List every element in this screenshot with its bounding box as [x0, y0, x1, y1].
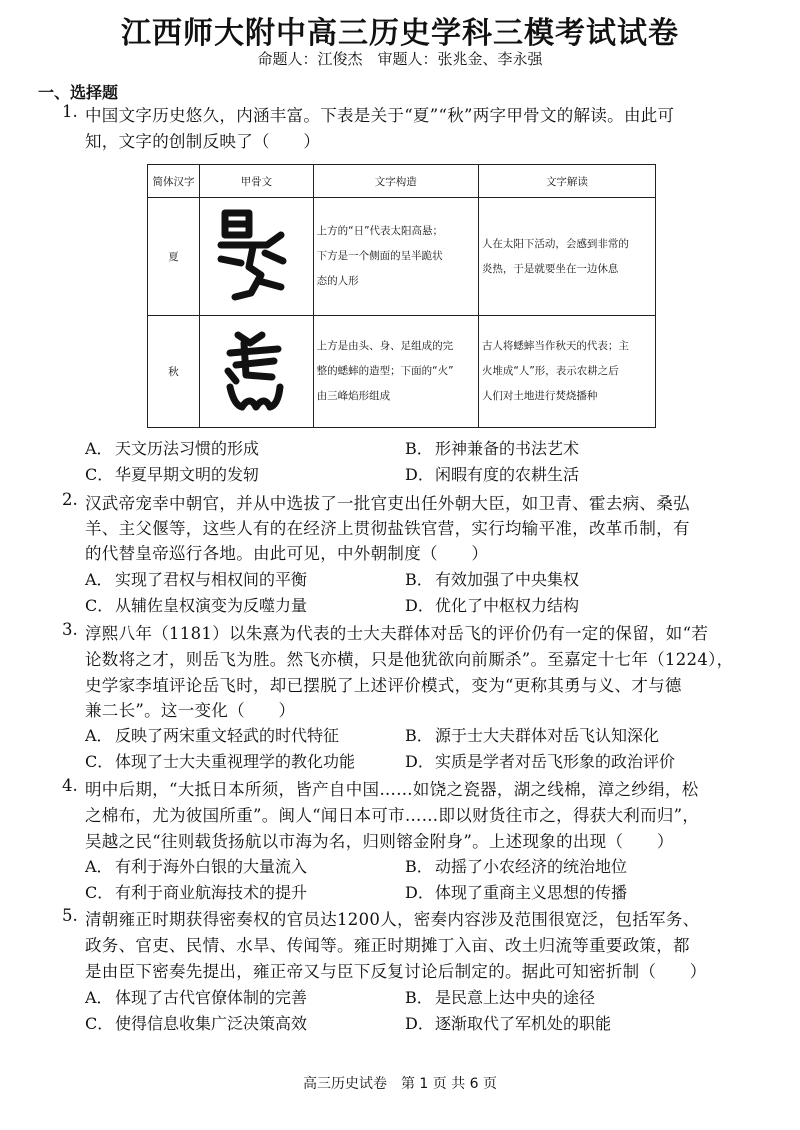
- structure-line: 上方的“日”代表太阳高悬；: [316, 225, 444, 237]
- answer-option-b[interactable]: B． 源于士大夫群体对岳飞认知深化: [405, 726, 660, 745]
- meaning-line: 人在太阳下活动，会感到非常的: [481, 237, 629, 250]
- meaning-line: 火堆成“人”形，表示农耕之后: [481, 365, 619, 377]
- answer-option-d[interactable]: D．实质是学者对岳飞形象的政治评价: [405, 752, 676, 771]
- oracle-glyph-xia-drawing: [211, 205, 301, 305]
- question-number: 3.: [62, 620, 78, 639]
- table-cell-char: 夏: [148, 198, 200, 316]
- question-text-line: 是由臣下密奏先提出，雍正帝又与臣下反复讨论后制定的。据此可知密折制（ ）: [85, 962, 707, 981]
- answer-option-d[interactable]: D．体现了重商主义思想的传播: [405, 883, 628, 902]
- answer-option-b[interactable]: B． 动摇了小农经济的统治地位: [405, 857, 628, 876]
- meaning-line: 炎热，于是就要坐在一边休息: [481, 262, 619, 275]
- table-cell-structure: [313, 316, 478, 428]
- table-header-cell: 文字解读: [478, 165, 655, 198]
- answer-option-a[interactable]: A． 体现了古代官僚体制的完善: [85, 988, 308, 1007]
- question-text-line: 明中后期，“大抵日本所须，皆产自中国……如饶之瓷器，湖之线棉，漳之纱绢，松: [85, 780, 699, 799]
- table-row: [148, 198, 656, 316]
- question-text-line: 的代替皇帝巡行各地。由此可见，中外朝制度（ ）: [85, 544, 489, 563]
- oracle-glyph-qiu-image: [200, 316, 314, 428]
- table-cell-meaning: [478, 198, 655, 316]
- question-text-line: 清朝雍正时期获得密奏权的官员达1200人，密奏内容涉及范围很宽泛，包括军务、: [85, 910, 700, 929]
- answer-option-d[interactable]: D．闲暇有度的农耕生活: [405, 465, 580, 484]
- page-title: 江西师大附中高三历史学科三模考试试卷: [121, 16, 679, 51]
- answer-option-c[interactable]: C． 体现了士大夫重视理学的教化功能: [85, 752, 356, 771]
- answer-option-c[interactable]: C． 从辅佐皇权演变为反噬力量: [85, 596, 308, 615]
- structure-line: 下方是一个侧面的呈半跪状: [316, 250, 443, 262]
- structure-line: 由三峰焰形组成: [316, 390, 391, 402]
- structure-line: 上方是由头、身、足组成的完: [316, 340, 454, 352]
- answer-option-b[interactable]: B． 是民意上达中央的途径: [405, 988, 596, 1007]
- table-header-row: [148, 165, 656, 198]
- question-text-line: 知，文字的创制反映了（ ）: [85, 132, 321, 151]
- table-cell-structure: [313, 198, 478, 316]
- question-text-line: 论数将之才，则岳飞为胜。然飞亦横，只是他犹欲向前厮杀”。至嘉定十七年（1224），: [85, 650, 734, 669]
- structure-line: 整的蟋蟀的造型；下面的“火”: [316, 365, 454, 377]
- answer-option-b[interactable]: B． 有效加强了中央集权: [405, 570, 580, 589]
- table-header-cell: 甲骨文: [200, 165, 314, 198]
- answer-option-d[interactable]: D．优化了中枢权力结构: [405, 596, 580, 615]
- question-text-line: 政务、官吏、民情、水旱、传闻等。雍正时期摊丁入亩、改土归流等重要政策，都: [85, 936, 690, 955]
- question-text-line: 兼二长”。这一变化（ ）: [85, 701, 296, 720]
- question-text-line: 吴越之民“往则载货扬航以市海为名，归则镕金附身”。上述现象的出现（ ）: [85, 832, 674, 851]
- answer-option-c[interactable]: C． 使得信息收集广泛决策高效: [85, 1014, 308, 1033]
- authors-line: 命题人：江俊杰 审题人：张兆金、李永强: [257, 50, 543, 68]
- answer-option-a[interactable]: A． 天文历法习惯的形成: [85, 439, 260, 458]
- question-number: 4.: [62, 776, 78, 795]
- answer-option-d[interactable]: D．逐渐取代了军机处的职能: [405, 1014, 612, 1033]
- oracle-bone-table: [147, 164, 656, 428]
- question-text-line: 中国文字历史悠久，内涵丰富。下表是关于“夏”“秋”两字甲骨文的解读。由此可: [85, 106, 675, 125]
- table-cell-char: 秋: [148, 316, 200, 428]
- answer-option-c[interactable]: C． 有利于商业航海技术的提升: [85, 883, 308, 902]
- question-text-line: 羊、主父偃等，这些人有的在经济上贯彻盐铁官营，实行均输平准，改革币制，有: [85, 519, 690, 538]
- table-cell-meaning: [478, 316, 655, 428]
- oracle-glyph-xia-image: [200, 198, 314, 316]
- question-number: 5.: [62, 906, 78, 925]
- answer-option-c[interactable]: C． 华夏早期文明的发轫: [85, 465, 260, 484]
- answer-option-a[interactable]: A． 反映了两宋重文轻武的时代特征: [85, 726, 340, 745]
- table-header-cell: 简体汉字: [148, 165, 200, 198]
- answer-option-b[interactable]: B． 形神兼备的书法艺术: [405, 439, 580, 458]
- meaning-line: 人们对土地进行焚烧播种: [481, 390, 598, 402]
- section-heading: 一、选择题: [38, 83, 119, 102]
- question-text-line: 汉武帝宠幸中朝官，并从中选拔了一批官吏出任外朝大臣，如卫青、霍去病、桑弘: [85, 494, 690, 513]
- question-text-line: 史学家李埴评论岳飞时，却已摆脱了上述评价模式，变为“更称其勇与义、才与德: [85, 676, 682, 695]
- oracle-glyph-qiu-drawing: [216, 325, 296, 415]
- question-number: 2.: [62, 490, 78, 509]
- page-footer: 高三历史试卷 第 1 页 共 6 页: [302, 1076, 498, 1092]
- table-header-cell: 文字构造: [313, 165, 478, 198]
- answer-option-a[interactable]: A． 实现了君权与相权间的平衡: [85, 570, 308, 589]
- meaning-line: 古人将蟋蟀当作秋天的代表；主: [481, 340, 629, 352]
- question-number: 1.: [62, 102, 78, 121]
- question-text-line: 淳熙八年（1181）以朱熹为代表的士大夫群体对岳飞的评价仍有一定的保留，如“若: [85, 624, 709, 643]
- table-row: [148, 316, 656, 428]
- structure-line: 态的人形: [316, 275, 359, 287]
- answer-option-a[interactable]: A． 有利于海外白银的大量流入: [85, 857, 308, 876]
- question-text-line: 之棉布，尤为彼国所重”。闽人“闻日本可市……即以财货往市之，得获大利而归”，: [85, 806, 700, 825]
